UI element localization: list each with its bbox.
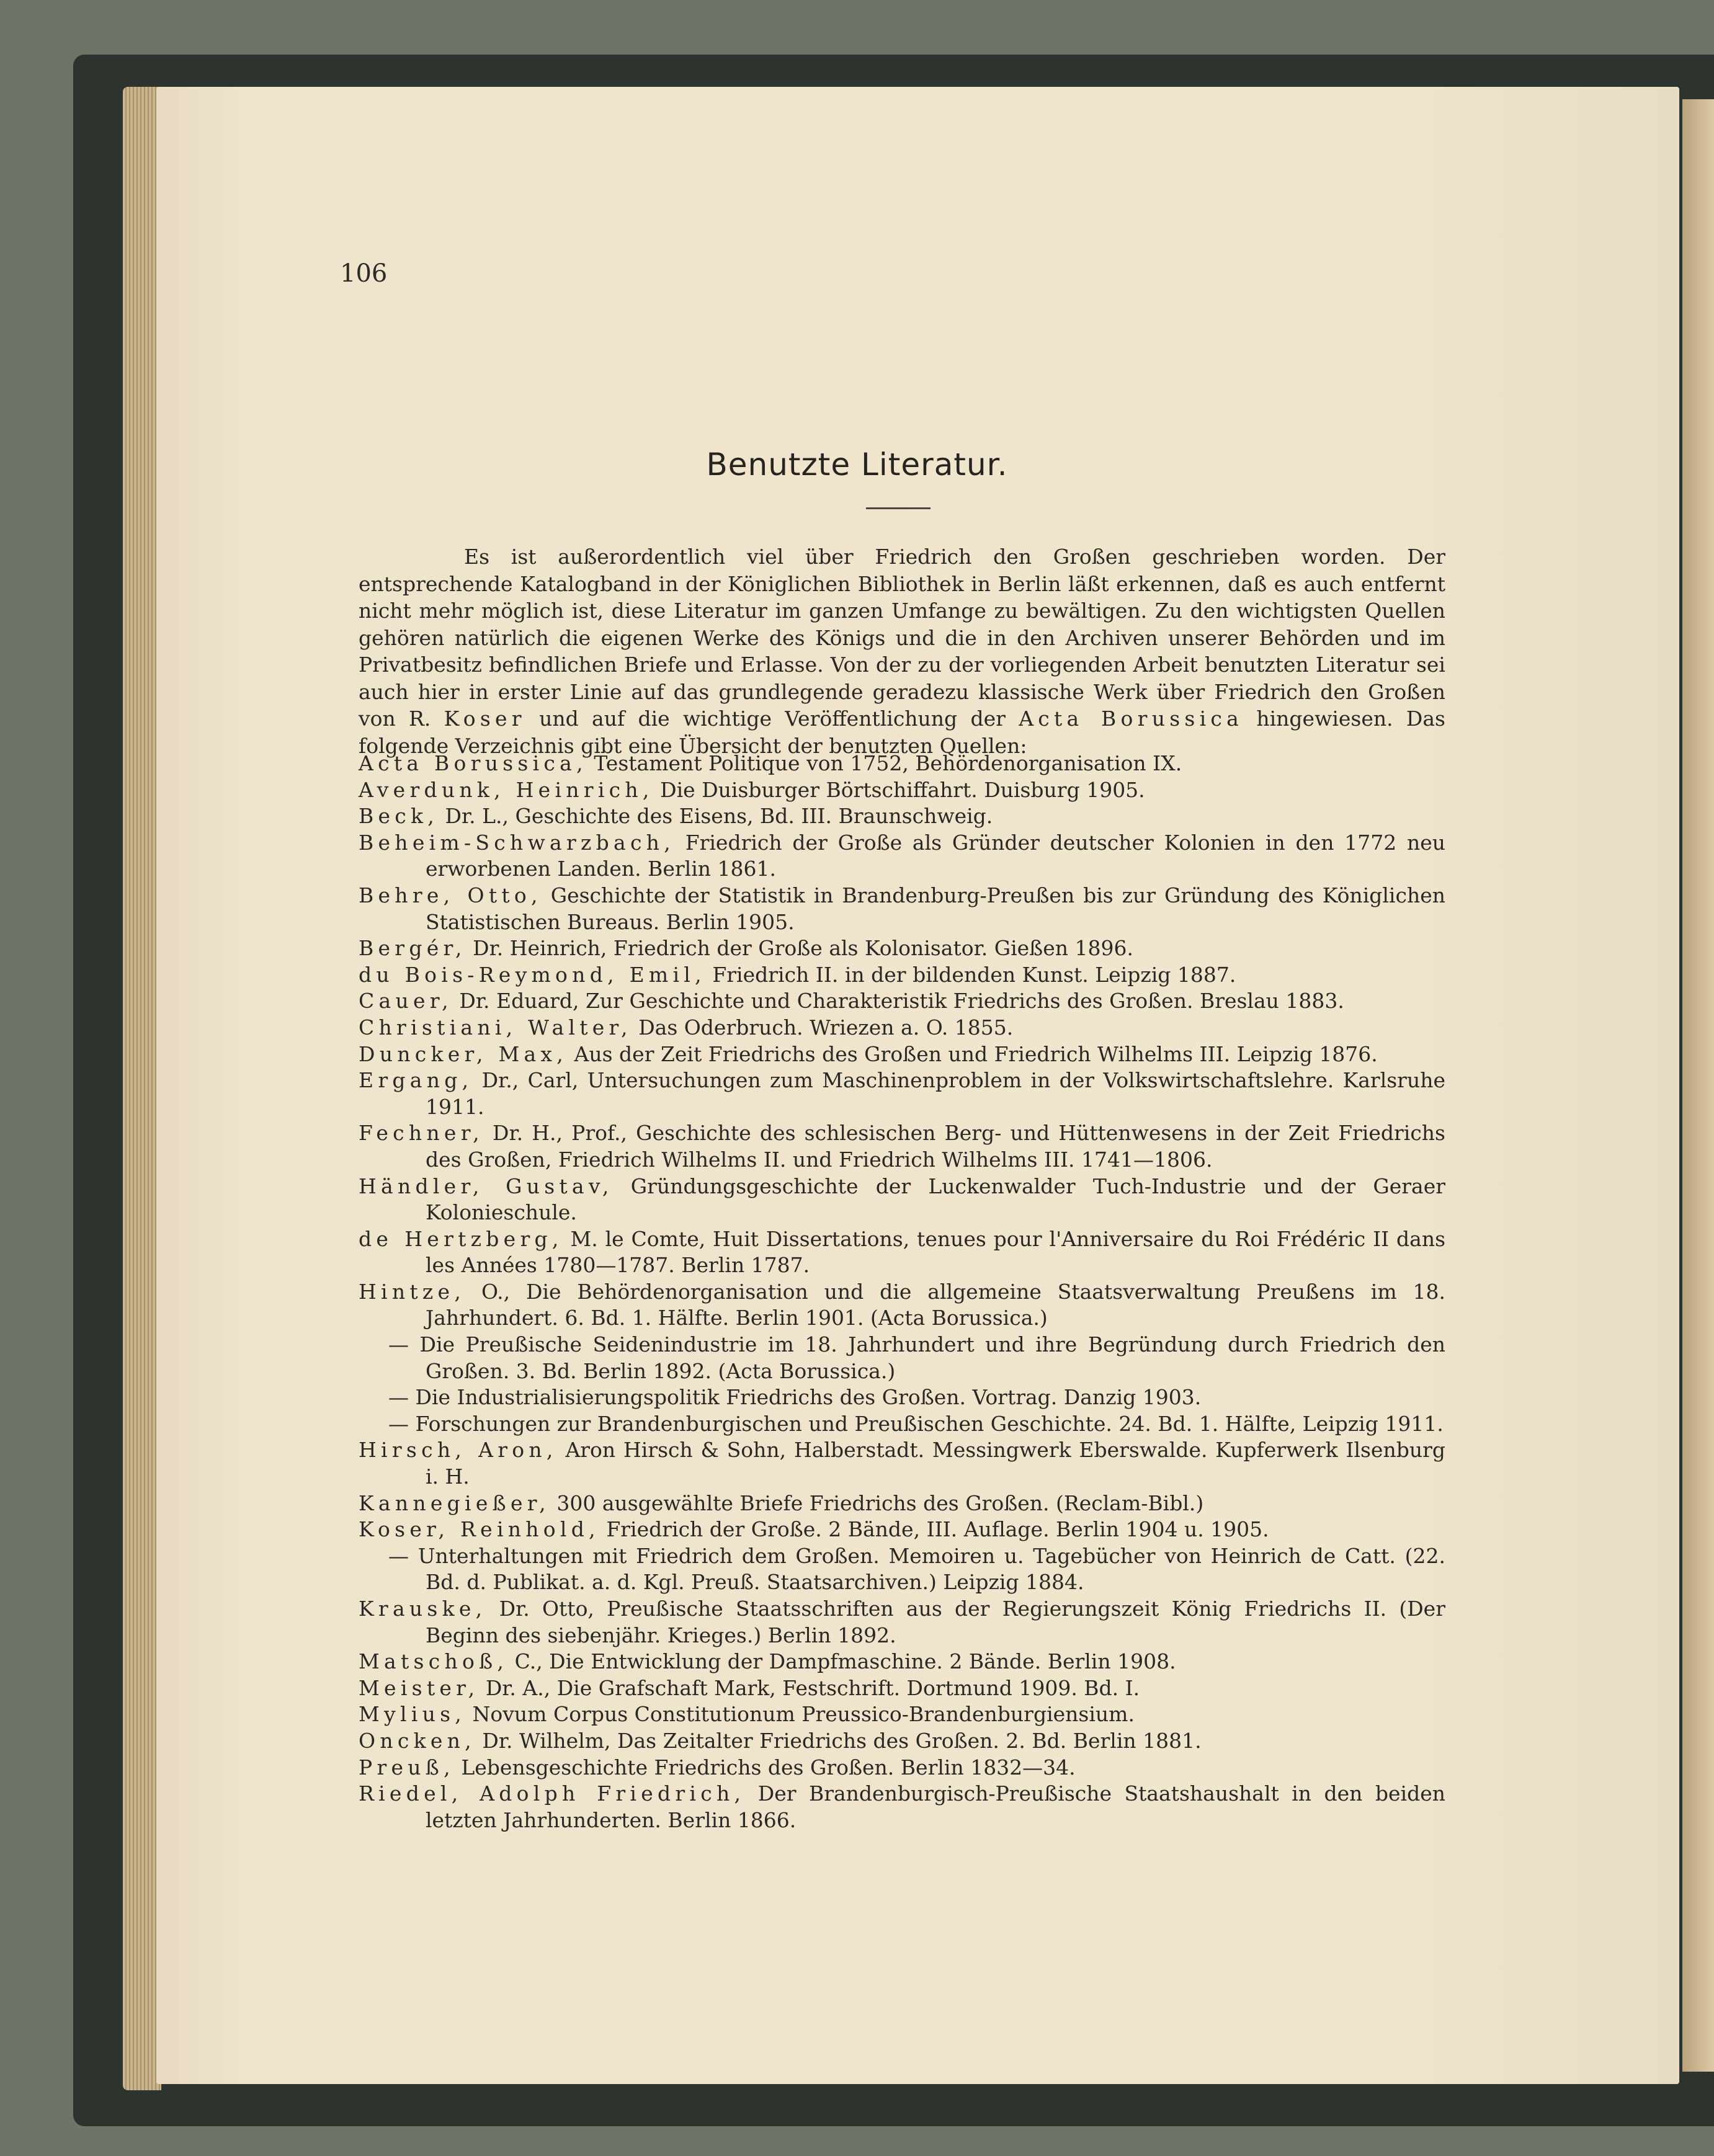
entry-author: Fechner,	[359, 1121, 484, 1146]
entry-author: du Bois-Reymond, Emil,	[359, 962, 706, 987]
bibliography-entry	[359, 883, 1445, 935]
entry-text: Der Brandenburgisch-Preußische Staatshaushalt in den beiden letzten Jahrhunderten. Berlin 1866.	[426, 1781, 1445, 1832]
bibliography-entry	[359, 1437, 1445, 1490]
entry-text: Dr. A., Die Grafschaft Mark, Festschrift. Dortmund 1909. Bd. I.	[479, 1675, 1140, 1700]
entry-author: Beck,	[359, 804, 439, 829]
entry-author: Meister,	[359, 1675, 480, 1700]
bibliography-entry	[359, 1041, 1445, 1068]
entry-text: Geschichte der Statistik in Brandenburg-Preußen bis zur Gründung des Königlichen Statistischen Bureaus. Berlin 1905.	[426, 883, 1445, 934]
entry-author: Acta Borussica,	[359, 751, 587, 775]
entry-author: Hirsch, Aron,	[359, 1438, 558, 1463]
entry-author: Händler, Gustav,	[359, 1174, 614, 1198]
entry-text: Forschungen zur Brandenburgischen und Preußischen Geschichte. 24. Bd. 1. Hälfte, Leipzig 1911.	[409, 1411, 1444, 1436]
entry-dash: —	[388, 1411, 409, 1436]
entry-dash: —	[388, 1332, 409, 1357]
intro-text-1: Es ist außerordentlich viel über Friedrich den Großen geschrieben worden. Der entsprechende Katalogband in der Königlichen Bibliothek in Berlin läßt erkennen, daß es auch entfernt nicht mehr möglich ist, diese Literatur im ganzen Umfange zu bewältigen. Zu den wichtigsten Quellen gehören natürlich die eigenen Werke des Königs und die in den Archiven unserer Behörden und im Privatbesitz befindlichen Briefe und Erlasse. Von der zu der vorliegenden Arbeit benutzten Literatur sei auch hier in erster Linie auf das grundlegende geradezu klassische Werk über Friedrich den Großen von R.	[359, 545, 1445, 731]
bibliography-entry	[359, 1649, 1445, 1675]
bibliography-entry	[359, 1015, 1445, 1041]
entry-author: Oncken,	[359, 1728, 476, 1753]
page-number: 106	[340, 259, 388, 288]
entry-text: Das Oderbruch. Wriezen a. O. 1855.	[632, 1015, 1014, 1040]
bibliography-entry	[359, 1067, 1445, 1120]
entry-author: de Hertzberg,	[359, 1226, 563, 1251]
bibliography-entry	[359, 962, 1445, 989]
entry-text: C., Die Entwicklung der Dampfmaschine. 2 Bände. Berlin 1908.	[508, 1649, 1176, 1674]
entry-text: Gründungsgeschichte der Luckenwalder Tuch-Industrie und der Geraer Kolonieschule.	[426, 1174, 1445, 1225]
entry-text: Die Duisburger Börtschiffahrt. Duisburg 1905.	[653, 777, 1145, 802]
bibliography-list	[359, 751, 1445, 1833]
entry-author: Behre, Otto,	[359, 883, 542, 907]
entry-text: Dr. H., Prof., Geschichte des schlesischen Berg- und Hüttenwesens in der Zeit Friedrichs des Großen, Friedrich Wilhelms II. und Friedrich Wilhelms III. 1741—1806.	[426, 1121, 1445, 1172]
bibliography-entry	[359, 1543, 1445, 1596]
entry-author: Cauer,	[359, 989, 453, 1013]
entry-author: Mylius,	[359, 1702, 466, 1727]
intro-acta: Acta Borussica	[1019, 706, 1244, 731]
bibliography-entry	[359, 1701, 1445, 1728]
entry-author: Matschoß,	[359, 1649, 509, 1674]
bibliography-entry	[359, 777, 1445, 804]
bibliography-entry	[359, 1120, 1445, 1173]
entry-author: Christiani, Walter,	[359, 1015, 632, 1040]
entry-text: Lebensgeschichte Friedrichs des Großen. Berlin 1832—34.	[454, 1755, 1076, 1780]
bibliography-entry	[359, 1596, 1445, 1649]
entry-text: 300 ausgewählte Briefe Friedrichs des Großen. (Reclam-Bibl.)	[550, 1490, 1204, 1515]
bibliography-entry	[359, 988, 1445, 1015]
intro-paragraph	[359, 543, 1445, 759]
entry-author: Krauske,	[359, 1597, 487, 1621]
entry-text: Die Industrialisierungspolitik Friedrichs des Großen. Vortrag. Danzig 1903.	[409, 1385, 1202, 1410]
entry-author: Riedel, Adolph Friedrich,	[359, 1781, 746, 1806]
bibliography-entry	[359, 751, 1445, 777]
entry-dash: —	[388, 1385, 409, 1410]
entry-text: M. le Comte, Huit Dissertations, tenues pour l'Anniversaire du Roi Frédéric II dans les Années 1780—1787. Berlin 1787.	[426, 1226, 1446, 1278]
bibliography-entry	[359, 803, 1445, 830]
page-title: Benutzte Literatur.	[706, 447, 1008, 483]
intro-text-3: hingewiesen. Das folgende Verzeichnis gibt eine Übersicht der benutzten Quellen:	[359, 706, 1445, 758]
bibliography-entry	[359, 1332, 1445, 1384]
entry-author: Preuß,	[359, 1755, 455, 1780]
entry-text: Dr. Wilhelm, Das Zeitalter Friedrichs des Großen. 2. Bd. Berlin 1881.	[475, 1728, 1202, 1753]
entry-text: Friedrich II. in der bildenden Kunst. Leipzig 1887.	[705, 962, 1236, 987]
entry-dash: —	[388, 1543, 409, 1568]
entry-text: Testament Politique von 1752, Behördenorganisation IX.	[587, 751, 1182, 775]
intro-koser: Koser	[444, 706, 526, 731]
page-edges	[123, 87, 161, 2090]
entry-author: Duncker, Max,	[359, 1041, 568, 1066]
entry-author: Hintze,	[359, 1279, 466, 1304]
bibliography-entry	[359, 1174, 1445, 1226]
entry-author: Averdunk, Heinrich,	[359, 777, 654, 802]
entry-text: Novum Corpus Constitutionum Preussico-Brandenburgiensium.	[466, 1702, 1135, 1727]
entry-text: Aron Hirsch & Sohn, Halberstadt. Messingwerk Eberswalde. Kupferwerk Ilsenburg i. H.	[426, 1438, 1445, 1489]
bibliography-entry	[359, 1517, 1445, 1543]
entry-author: Beheim-Schwarzbach,	[359, 830, 675, 855]
bibliography-entry	[359, 1675, 1445, 1702]
entry-text: Dr., Carl, Untersuchungen zum Maschinenproblem in der Volkswirtschaftslehre. Karlsruhe 1911.	[426, 1068, 1445, 1119]
bibliography-entry	[359, 1411, 1445, 1438]
entry-text: Friedrich der Große. 2 Bände, III. Auflage. Berlin 1904 u. 1905.	[599, 1517, 1269, 1542]
bibliography-entry	[359, 1755, 1445, 1781]
entry-text: Die Preußische Seidenindustrie im 18. Jahrhundert und ihre Begründung durch Friedrich den Großen. 3. Bd. Berlin 1892. (Acta Borussica.)	[409, 1332, 1445, 1383]
bibliography-entry	[359, 1781, 1445, 1833]
entry-text: Dr. L., Geschichte des Eisens, Bd. III. Braunschweig.	[439, 804, 993, 829]
entry-text: Aus der Zeit Friedrichs des Großen und Friedrich Wilhelms III. Leipzig 1876.	[568, 1041, 1378, 1066]
bibliography-entry	[359, 1226, 1445, 1279]
entry-text: Unterhaltungen mit Friedrich dem Großen. Memoiren u. Tagebücher von Heinrich de Catt. (22. Bd. d. Publikat. a. d. Kgl. Preuß. Staatsarchiven.) Leipzig 1884.	[409, 1543, 1445, 1595]
entry-author: Kannegießer,	[359, 1490, 550, 1515]
intro-text-2: und auf die wichtige Veröffentlichung der	[539, 706, 1006, 731]
bibliography-entry	[359, 830, 1445, 883]
entry-text: Friedrich der Große als Gründer deutscher Kolonien in den 1772 neu erworbenen Landen. Berlin 1861.	[426, 830, 1445, 881]
entry-author: Bergér,	[359, 936, 466, 961]
entry-text: Dr. Otto, Preußische Staatsschriften aus der Regierungszeit König Friedrichs II. (Der Beginn des siebenjähr. Krieges.) Berlin 1892.	[426, 1597, 1445, 1647]
entry-text: Dr. Eduard, Zur Geschichte und Charakteristik Friedrichs des Großen. Breslau 1883.	[452, 989, 1344, 1013]
bibliography-entry	[359, 1279, 1445, 1332]
bibliography-entry	[359, 1728, 1445, 1755]
next-page-edge	[1682, 99, 1714, 2072]
bibliography-entry	[359, 1384, 1445, 1411]
bibliography-entry	[359, 1490, 1445, 1517]
entry-text: Dr. Heinrich, Friedrich der Große als Kolonisator. Gießen 1896.	[466, 936, 1133, 961]
title-rule	[866, 507, 931, 509]
entry-author: Ergang,	[359, 1068, 473, 1093]
entry-author: Koser, Reinhold,	[359, 1517, 600, 1542]
bibliography-entry	[359, 935, 1445, 962]
entry-text: O., Die Behördenorganisation und die allgemeine Staatsverwaltung Preußens im 18. Jahrhundert. 6. Bd. 1. Hälfte. Berlin 1901. (Acta Borussica.)	[426, 1279, 1445, 1330]
